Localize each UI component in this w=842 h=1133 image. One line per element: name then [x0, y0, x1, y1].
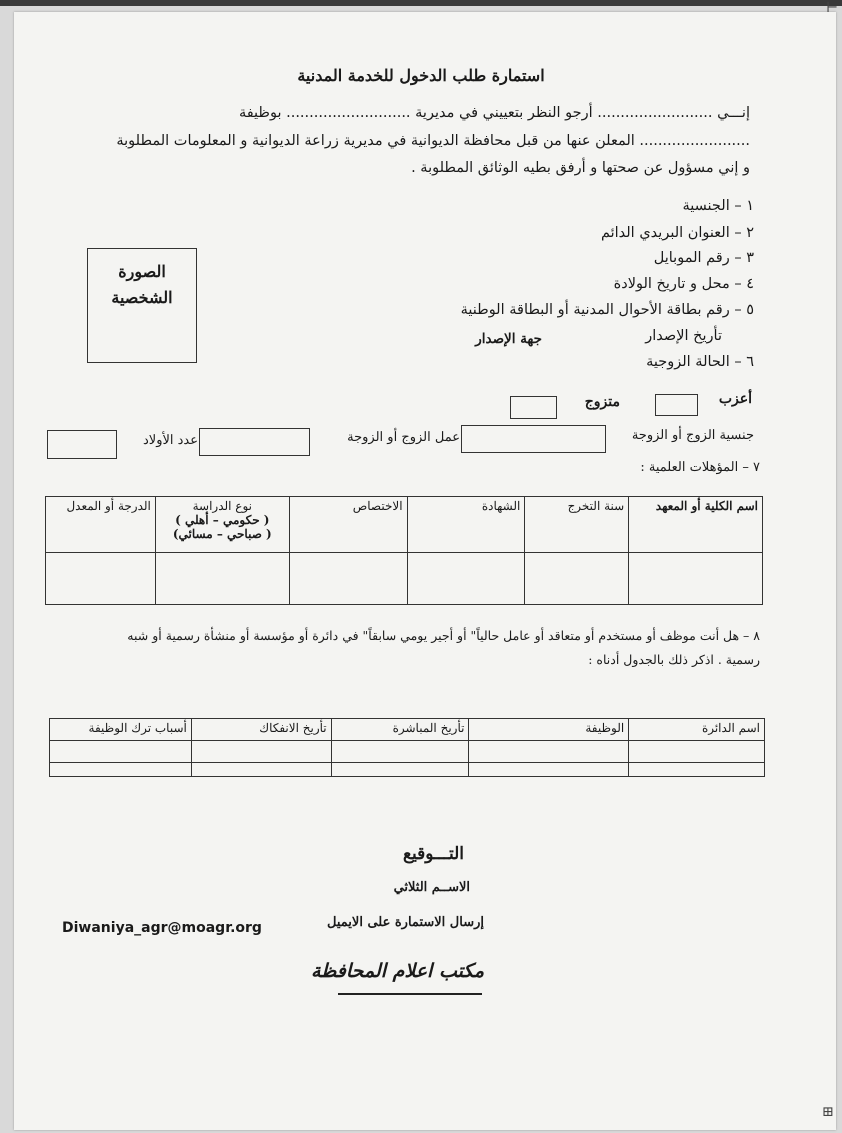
field-marital-status: ٦ – الحالة الزوجية	[646, 354, 754, 370]
field-birth: ٤ – محل و تاريخ الولادة	[613, 276, 754, 292]
col-start-date: تأريخ المباشرة	[331, 719, 469, 741]
cell-leave-reason[interactable]	[50, 763, 192, 777]
cell-college[interactable]	[629, 553, 763, 605]
send-email-label: إرسال الاستمارة على الايميل	[327, 915, 484, 930]
full-name-label: الاســم الثلاثي	[393, 880, 470, 895]
single-label: أعزب	[718, 391, 752, 407]
employment-table	[49, 718, 765, 777]
cell-specialization[interactable]	[289, 553, 407, 605]
media-office-signature: مكتب اعلام المحافظة	[311, 960, 484, 982]
cell-department[interactable]	[629, 763, 765, 777]
spouse-nationality-label: جنسية الزوج أو الزوجة	[631, 428, 754, 443]
single-checkbox[interactable]	[655, 394, 698, 416]
field-id-card: ٥ – رقم بطاقة الأحوال المدنية أو البطاقة الوطنية	[460, 302, 754, 318]
col-department: اسم الدائرة	[629, 719, 765, 741]
cell-start-date[interactable]	[331, 763, 469, 777]
col-specialization: الاختصاص	[289, 497, 407, 553]
field-nationality: ١ – الجنسية	[682, 198, 754, 214]
study-type-detail-1: ( حكومي – أهلي )	[175, 513, 270, 527]
qualifications-heading: ٧ – المؤهلات العلمية :	[640, 460, 760, 475]
photo-label-1: الصورة	[118, 262, 166, 281]
cell-job[interactable]	[469, 763, 629, 777]
married-checkbox[interactable]	[510, 396, 557, 419]
study-type-detail-2: ( صباحي – مسائي)	[172, 527, 272, 541]
col-grad-year: سنة التخرج	[525, 497, 629, 553]
cell-grade[interactable]	[46, 553, 156, 605]
photo-label-2: الشخصية	[111, 288, 173, 307]
table-header-row	[46, 497, 763, 553]
table-header-row	[50, 719, 765, 741]
study-type-label: نوع الدراسة	[192, 499, 252, 513]
question-8-line-1: ٨ – هل أنت موظف أو مستخدم أو متعاقد أو عامل حالياً" أو أجير يومي سابقاً" في دائرة أو مؤسسة أو منشأة رسمية أو شبه	[127, 628, 760, 643]
col-grade: الدرجة أو المعدل	[46, 497, 156, 553]
top-edge	[0, 0, 842, 6]
field-postal-address: ٢ – العنوان البريدي الدائم	[600, 225, 754, 241]
cell-end-date[interactable]	[191, 763, 331, 777]
form-title: استمارة طلب الدخول للخدمة المدنية	[297, 66, 545, 85]
field-issue-date: تأريخ الإصدار	[645, 328, 722, 344]
table-row	[50, 741, 765, 763]
intro-line-3: و إني مسؤول عن صحتها و أرفق بطيه الوثائق المطلوبة .	[411, 160, 750, 176]
signature-underline	[338, 993, 482, 995]
table-row	[50, 763, 765, 777]
cell-certificate[interactable]	[407, 553, 525, 605]
spouse-job-label: عمل الزوج أو الزوجة	[347, 430, 460, 445]
married-label: متزوج	[584, 394, 620, 410]
table-row	[46, 553, 763, 605]
col-end-date: تأريخ الانفكاك	[191, 719, 331, 741]
cell-study-type[interactable]	[155, 553, 289, 605]
col-study-type	[155, 497, 289, 553]
field-mobile: ٣ – رقم الموبايل	[653, 250, 754, 266]
qualifications-table	[45, 496, 763, 605]
cell-leave-reason[interactable]	[50, 741, 192, 763]
intro-line-1: إنـــي ......................... أرجو النظر بتعييني في مديرية ........................... بوظيفة	[238, 105, 750, 121]
question-8-line-2: رسمية . اذكر ذلك بالجدول أدناه :	[588, 652, 760, 667]
col-leave-reason: أسباب ترك الوظيفة	[50, 719, 192, 741]
children-count-label: عدد الأولاد	[142, 433, 198, 448]
spouse-job-input[interactable]	[199, 428, 310, 456]
corner-handle-icon: ⊢	[826, 0, 839, 16]
col-college: اسم الكلية أو المعهد	[629, 497, 763, 553]
email-address[interactable]: Diwaniya_agr@moagr.org	[62, 920, 262, 936]
photo-box	[87, 248, 197, 363]
cell-end-date[interactable]	[191, 741, 331, 763]
children-count-input[interactable]	[47, 430, 117, 459]
cell-job[interactable]	[469, 741, 629, 763]
cell-department[interactable]	[629, 741, 765, 763]
field-issue-authority: جهة الإصدار	[475, 331, 542, 347]
cell-start-date[interactable]	[331, 741, 469, 763]
col-job: الوظيفة	[469, 719, 629, 741]
col-certificate: الشهادة	[407, 497, 525, 553]
intro-line-2: ........................ المعلن عنها من قبل محافظة الديوانية في مديرية زراعة الديوانية و المعلومات المطلوبة	[116, 133, 750, 149]
corner-handle-icon: ⊞	[822, 1104, 834, 1120]
spouse-nationality-input[interactable]	[461, 425, 606, 453]
cell-grad-year[interactable]	[525, 553, 629, 605]
signature-label: التـــوقيع	[402, 844, 464, 864]
